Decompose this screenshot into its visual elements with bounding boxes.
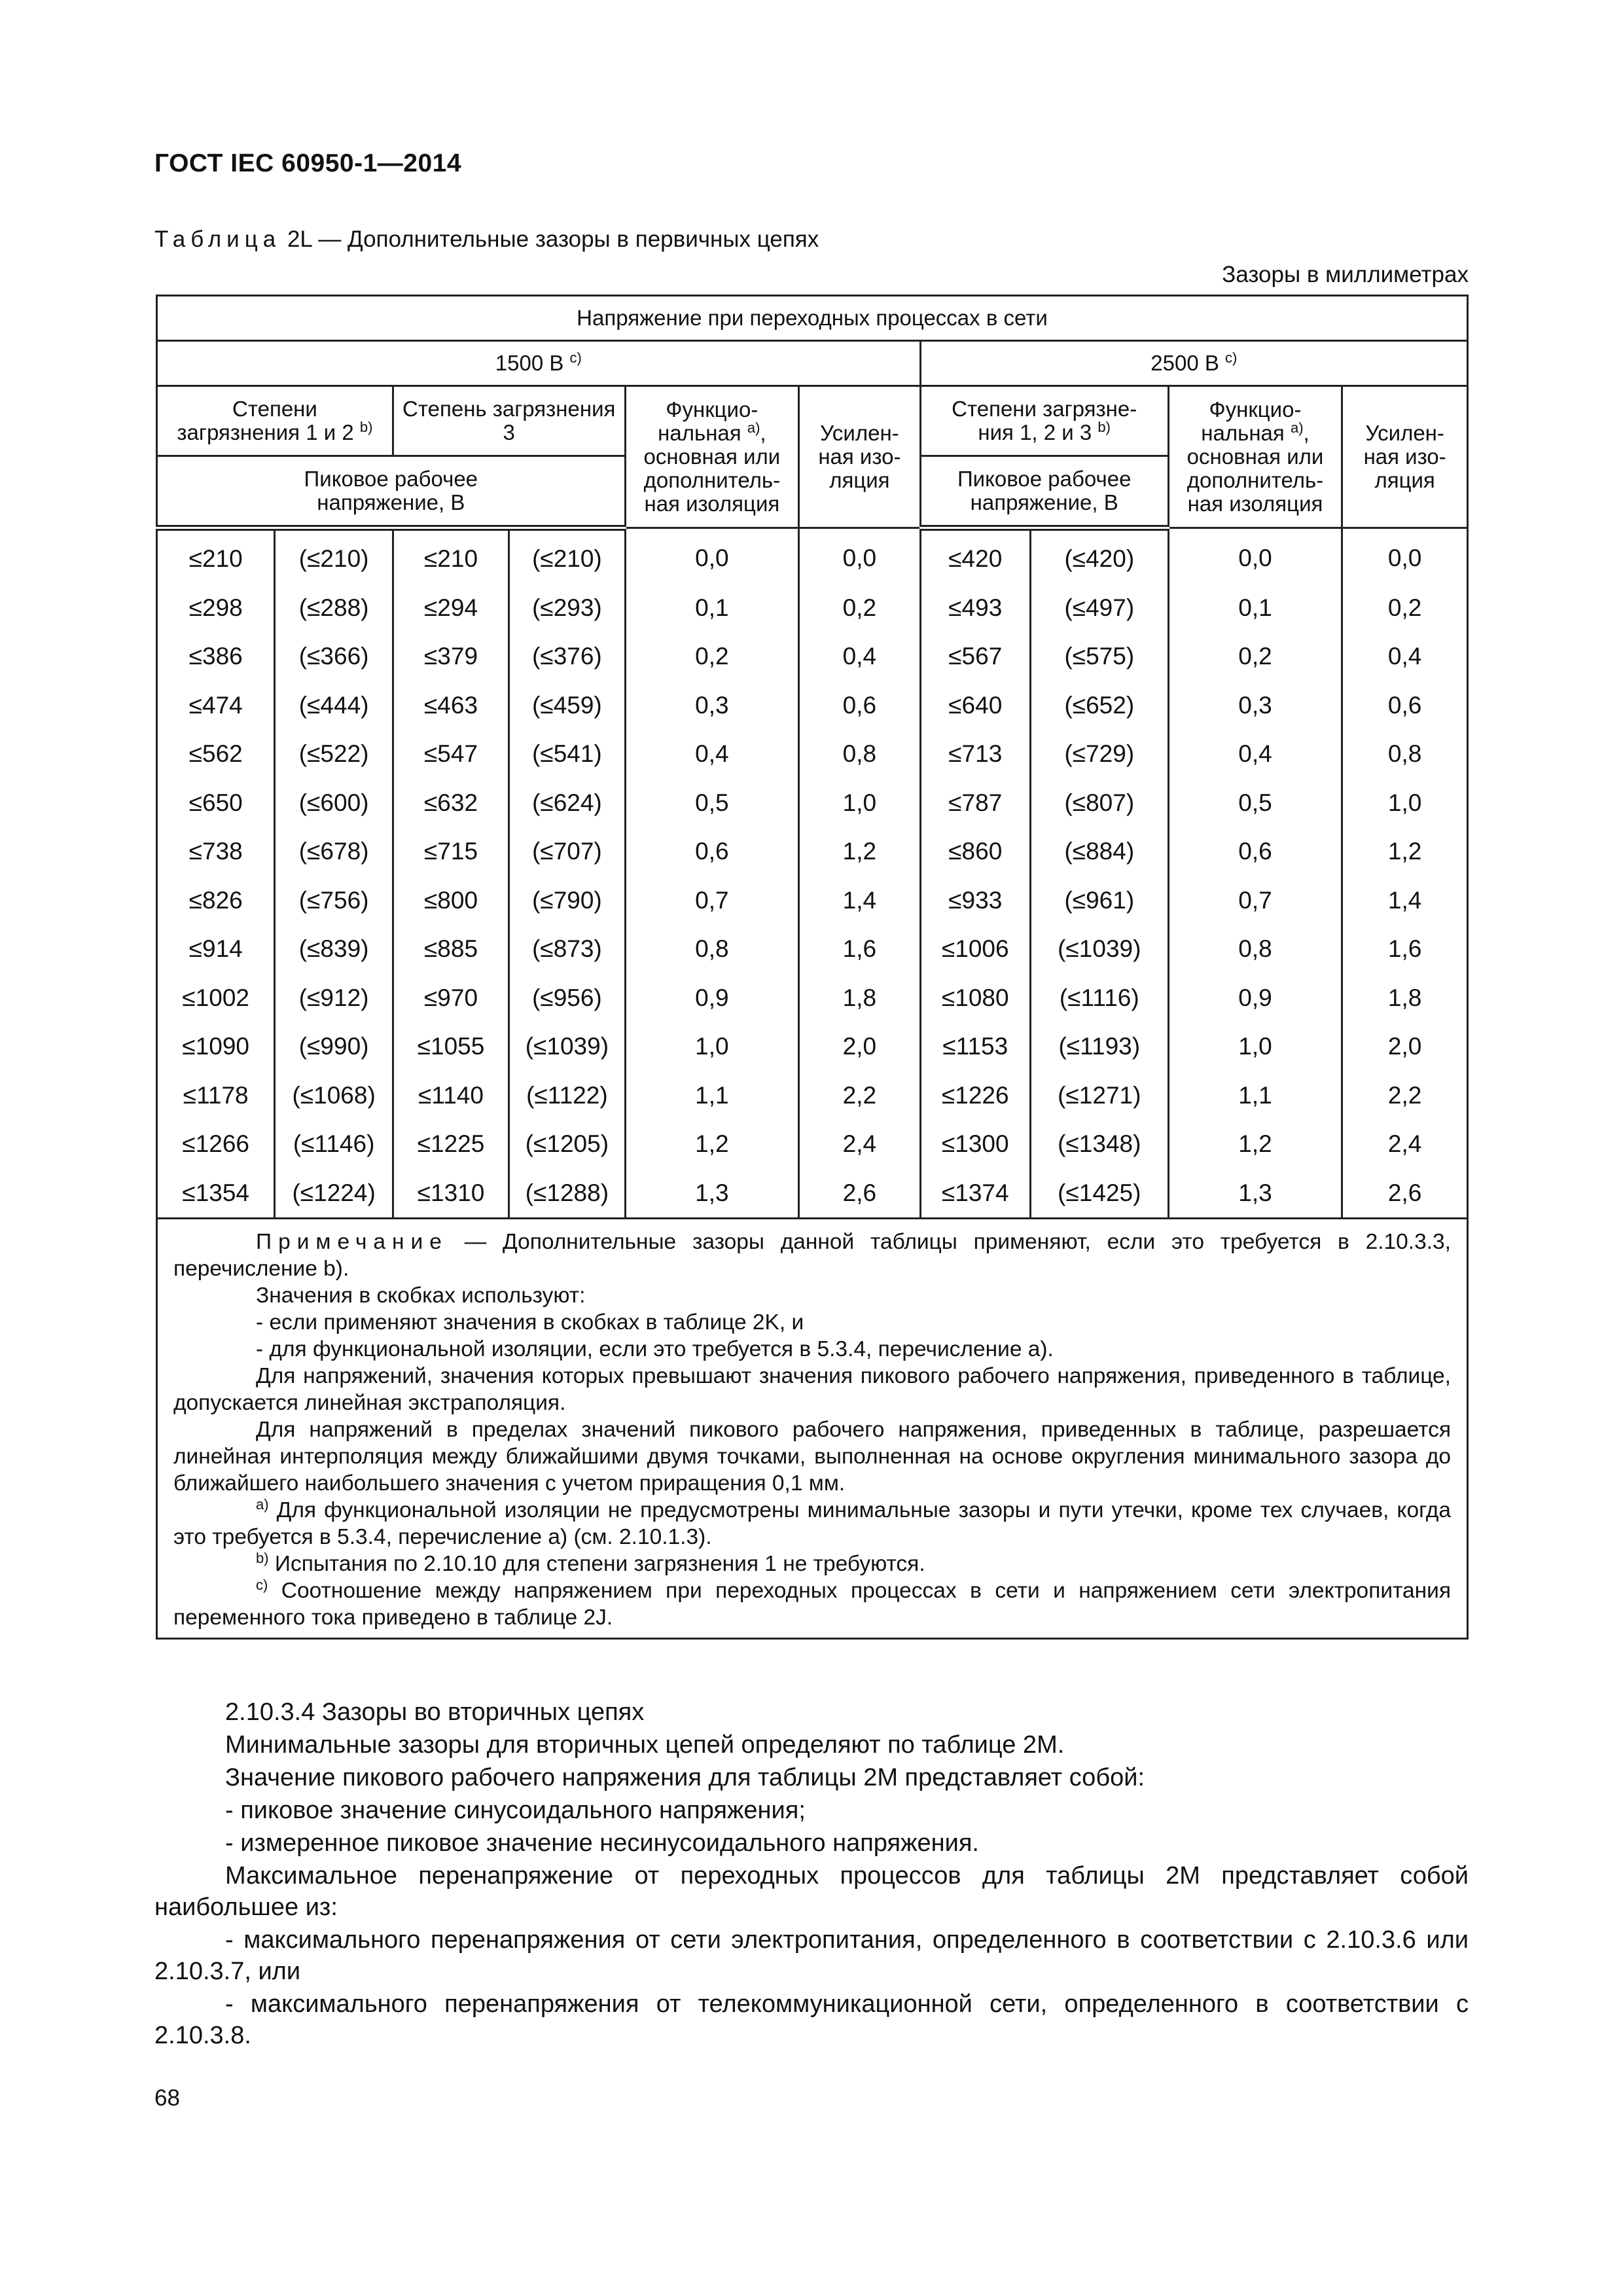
table-cell: ≤1354 (157, 1169, 275, 1219)
table-cell: 1,3 (625, 1169, 799, 1219)
table-cell: (≤459) (509, 681, 625, 730)
table-cell: ≤210 (157, 528, 275, 584)
table-cell: (≤1039) (509, 1022, 625, 1071)
table-cell: ≤298 (157, 584, 275, 633)
table-cell: ≤1080 (920, 974, 1030, 1023)
table-row (157, 974, 1468, 1023)
body-list-item: - максимального перенапряжения от сети электропитания, определенного в соответствии с 2.10.3.6 или 2.10.3.7, или (154, 1926, 1469, 1985)
table-cell: (≤1122) (509, 1071, 625, 1121)
table-cell: ≤800 (393, 876, 508, 925)
table-cell: (≤376) (509, 632, 625, 681)
table-cell: ≤1055 (393, 1022, 508, 1071)
table-header (157, 296, 1468, 528)
table-row (157, 1022, 1468, 1071)
table-row (157, 779, 1468, 828)
table-cell: 0,0 (1168, 528, 1342, 584)
table-cell: (≤600) (275, 779, 393, 828)
table-cell: ≤1266 (157, 1120, 275, 1169)
table-cell: (≤707) (509, 827, 625, 876)
table-cell: ≤715 (393, 827, 508, 876)
table-cell: 1,1 (625, 1071, 799, 1121)
body-paragraph: Минимальные зазоры для вторичных цепей определяют по таблице 2М. (225, 1731, 1065, 1759)
table-cell: ≤1090 (157, 1022, 275, 1071)
table-row (157, 584, 1468, 633)
table-cell: (≤624) (509, 779, 625, 828)
header-pollution-3: Степень загрязнения 3 (393, 386, 625, 456)
header-peak-voltage-2500: Пиковое рабочее напряжение, В (920, 456, 1168, 528)
table-cell: 0,5 (1168, 779, 1342, 828)
table-cell: 0,0 (625, 528, 799, 584)
note-paragraph: Значения в скобках используют: (256, 1283, 586, 1308)
table-cell: (≤956) (509, 974, 625, 1023)
table-cell: ≤1300 (920, 1120, 1030, 1169)
table-cell: 0,6 (799, 681, 920, 730)
table-cell: (≤1271) (1030, 1071, 1168, 1121)
table-note (157, 1219, 1468, 1639)
table-cell: 0,2 (625, 632, 799, 681)
table-row (157, 925, 1468, 974)
table-cell: 0,6 (1168, 827, 1342, 876)
table-cell: ≤1225 (393, 1120, 508, 1169)
table-cell: ≤860 (920, 827, 1030, 876)
table-cell: 0,7 (1168, 876, 1342, 925)
table-row (157, 632, 1468, 681)
table-cell: (≤210) (275, 528, 393, 584)
table-cell: 1,2 (1168, 1120, 1342, 1169)
table-cell: ≤386 (157, 632, 275, 681)
body-text (154, 1696, 1469, 2053)
table-cell: 0,6 (1342, 681, 1468, 730)
table-cell: ≤1006 (920, 925, 1030, 974)
table-cell: ≤914 (157, 925, 275, 974)
header-group-1500: 1500 В $^{c)}$ (157, 341, 921, 386)
table-cell: 1,6 (799, 925, 920, 974)
table-row (157, 1071, 1468, 1121)
table-cell: 0,3 (1168, 681, 1342, 730)
table-cell: (≤790) (509, 876, 625, 925)
note-list-item: - для функциональной изоляции, если это требуется в 5.3.4, перечисление а). (256, 1337, 1054, 1361)
table-cell: (≤1288) (509, 1169, 625, 1219)
table-cell: 0,9 (1168, 974, 1342, 1023)
table-cell: (≤839) (275, 925, 393, 974)
table-cell: (≤522) (275, 730, 393, 779)
table-cell: ≤933 (920, 876, 1030, 925)
table-cell: 2,0 (799, 1022, 920, 1071)
body-list-item: - измеренное пиковое значение несинусоидального напряжения. (225, 1829, 979, 1857)
table-cell: 0,8 (625, 925, 799, 974)
table-cell: ≤640 (920, 681, 1030, 730)
table-cell: 0,2 (799, 584, 920, 633)
table-cell: (≤541) (509, 730, 625, 779)
table-cell: 0,4 (799, 632, 920, 681)
header-reinforced-2500: Усилен- ная изо- ляция (1342, 386, 1468, 528)
table-row (157, 681, 1468, 730)
table-caption (154, 226, 819, 253)
table-cell: (≤1224) (275, 1169, 393, 1219)
table-cell: 1,0 (625, 1022, 799, 1071)
table-cell: (≤1193) (1030, 1022, 1168, 1071)
table-cell: 1,4 (799, 876, 920, 925)
table-cell: ≤294 (393, 584, 508, 633)
table-cell: ≤1374 (920, 1169, 1030, 1219)
table-cell: ≤1002 (157, 974, 275, 1023)
body-paragraph: Значение пикового рабочего напряжения для таблицы 2М представляет собой: (225, 1764, 1145, 1791)
table-cell: (≤1068) (275, 1071, 393, 1121)
table-cell: 0,4 (1168, 730, 1342, 779)
table-caption-text: 2L — Дополнительные зазоры в первичных цепях (287, 226, 819, 252)
header-transient-voltage: Напряжение при переходных процессах в сети (157, 296, 1468, 341)
table-cell: 1,0 (1168, 1022, 1342, 1071)
table-cell: ≤1178 (157, 1071, 275, 1121)
table-cell: (≤1146) (275, 1120, 393, 1169)
table-cell: 0,2 (1168, 632, 1342, 681)
note-paragraph: Примечание — Дополнительные зазоры данной таблицы применяют, если это требуется в 2.10.3.3, перечисление b). (173, 1230, 1451, 1281)
body-list-item: - максимального перенапряжения от телекоммуникационной сети, определенного в соответствии с 2.10.3.8. (154, 1990, 1469, 2049)
table-cell: (≤873) (509, 925, 625, 974)
table-cell: 0,5 (625, 779, 799, 828)
table-cell: 1,0 (799, 779, 920, 828)
note-list-item: - если применяют значения в скобках в таблице 2K, и (256, 1310, 804, 1335)
table-cell: 0,8 (1168, 925, 1342, 974)
table-cell: ≤493 (920, 584, 1030, 633)
table-cell: 0,3 (625, 681, 799, 730)
table-cell: (≤1205) (509, 1120, 625, 1169)
footnote-c: $^{c)}$ Соотношение между напряжением при переходных процессах в сети и напряжением сети электропитания переменного тока приведено в таблице 2J. (173, 1577, 1451, 1630)
table-cell: 0,8 (1342, 730, 1468, 779)
table-cell: (≤729) (1030, 730, 1168, 779)
table-row (157, 876, 1468, 925)
table-cell: ≤420 (920, 528, 1030, 584)
table-cell: 2,2 (1342, 1071, 1468, 1121)
table-cell: ≤1310 (393, 1169, 508, 1219)
table-cell: (≤575) (1030, 632, 1168, 681)
table-cell: 0,1 (1168, 584, 1342, 633)
clearances-table (156, 295, 1469, 1640)
table-row (157, 1169, 1468, 1219)
table-cell: ≤562 (157, 730, 275, 779)
table-body (157, 528, 1468, 1219)
table-caption-label: Таблица (154, 226, 281, 252)
table-cell: 1,2 (1342, 827, 1468, 876)
table-cell: (≤756) (275, 876, 393, 925)
table-cell: (≤497) (1030, 584, 1168, 633)
table-row (157, 827, 1468, 876)
table-cell: (≤961) (1030, 876, 1168, 925)
table-cell: 2,4 (1342, 1120, 1468, 1169)
table-cell: ≤885 (393, 925, 508, 974)
table-cell: 1,2 (625, 1120, 799, 1169)
table-cell: ≤650 (157, 779, 275, 828)
table-cell: ≤474 (157, 681, 275, 730)
table-cell: 1,1 (1168, 1071, 1342, 1121)
table-cell: ≤826 (157, 876, 275, 925)
table-cell: 0,0 (1342, 528, 1468, 584)
table-cell: (≤366) (275, 632, 393, 681)
table-cell: 1,8 (799, 974, 920, 1023)
header-peak-voltage-1500: Пиковое рабочее напряжение, В (157, 456, 626, 528)
table-cell: 1,6 (1342, 925, 1468, 974)
table-cell: ≤547 (393, 730, 508, 779)
table-row (157, 730, 1468, 779)
table-cell: ≤210 (393, 528, 508, 584)
table-cell: ≤713 (920, 730, 1030, 779)
table-cell: (≤884) (1030, 827, 1168, 876)
header-pollution-1-2-3: Степени загрязне- ния 1, 2 и 3 $^{b)}$ (920, 386, 1168, 456)
table-cell: ≤787 (920, 779, 1030, 828)
table-cell: 2,4 (799, 1120, 920, 1169)
table-cell: (≤288) (275, 584, 393, 633)
table-cell: 1,8 (1342, 974, 1468, 1023)
table-cell: 0,8 (799, 730, 920, 779)
section-heading: 2.10.3.4 Зазоры во вторичных цепях (225, 1698, 645, 1726)
table-cell: 0,1 (625, 584, 799, 633)
table-cell: (≤293) (509, 584, 625, 633)
footnote-a: $^{a)}$ Для функциональной изоляции не предусмотрены минимальные зазоры и пути утечки, кроме тех случаев, когда это требуется в 5.3.4, перечисление а) (см. 2.10.1.3). (173, 1496, 1451, 1549)
table-cell: 0,9 (625, 974, 799, 1023)
table-cell: (≤807) (1030, 779, 1168, 828)
header-group-2500: 2500 В $^{c)}$ (920, 341, 1467, 386)
table-cell: 1,3 (1168, 1169, 1342, 1219)
table-cell: (≤1116) (1030, 974, 1168, 1023)
note-paragraph: Для напряжений в пределах значений пикового рабочего напряжения, приведенных в таблице, разрешается линейная интерполяция между ближайшими двумя точками, выполненная на основе округления минимального зазора до ближайшего наибольшего значения с учетом приращения 0,1 мм. (173, 1418, 1451, 1496)
table-cell: (≤678) (275, 827, 393, 876)
table-cell: ≤463 (393, 681, 508, 730)
table-cell: 2,2 (799, 1071, 920, 1121)
page-number: 68 (154, 2085, 180, 2111)
table-cell: 1,0 (1342, 779, 1468, 828)
table-cell: 0,0 (799, 528, 920, 584)
table-cell: ≤1153 (920, 1022, 1030, 1071)
body-list-item: - пиковое значение синусоидального напряжения; (225, 1797, 806, 1824)
table-cell: ≤379 (393, 632, 508, 681)
table-cell: 2,0 (1342, 1022, 1468, 1071)
table-cell: (≤1425) (1030, 1169, 1168, 1219)
table-cell: (≤1348) (1030, 1120, 1168, 1169)
table-cell: ≤567 (920, 632, 1030, 681)
table-cell: ≤1226 (920, 1071, 1030, 1121)
table-cell: (≤210) (509, 528, 625, 584)
table-cell: 0,7 (625, 876, 799, 925)
table-row (157, 1120, 1468, 1169)
note-paragraph: Для напряжений, значения которых превышают значения пикового рабочего напряжения, приведенного в таблице, допускается линейная экстраполяция. (173, 1364, 1451, 1415)
table-cell: 2,6 (799, 1169, 920, 1219)
table-cell: (≤912) (275, 974, 393, 1023)
body-paragraph: Максимальное перенапряжение от переходных процессов для таблицы 2М представляет собой наибольшее из: (154, 1862, 1469, 1921)
table-cell: (≤652) (1030, 681, 1168, 730)
table-cell: ≤632 (393, 779, 508, 828)
table-cell: (≤990) (275, 1022, 393, 1071)
table-row (157, 528, 1468, 584)
table-cell: ≤738 (157, 827, 275, 876)
table-cell: ≤1140 (393, 1071, 508, 1121)
table-cell: 1,2 (799, 827, 920, 876)
table-cell: 1,4 (1342, 876, 1468, 925)
footnote-b: $^{b)}$ Испытания по 2.10.10 для степени загрязнения 1 не требуются. (256, 1550, 925, 1576)
table-cell: ≤970 (393, 974, 508, 1023)
table-cell: (≤420) (1030, 528, 1168, 584)
header-pollution-1-2: Степени загрязнения 1 и 2 $^{b)}$ (157, 386, 393, 456)
table-cell: 0,4 (1342, 632, 1468, 681)
document-header: ГОСТ IEC 60950-1—2014 (154, 149, 462, 177)
table-cell: (≤444) (275, 681, 393, 730)
header-functional-2500: Функцио- нальная $^{a)}$, основная или дополнитель- ная изоляция (1168, 386, 1342, 528)
table-cell: 2,6 (1342, 1169, 1468, 1219)
header-reinforced-1500: Усилен- ная изо- ляция (799, 386, 920, 528)
table-cell: 0,2 (1342, 584, 1468, 633)
table-cell: 0,4 (625, 730, 799, 779)
table-cell: (≤1039) (1030, 925, 1168, 974)
header-functional-1500: Функцио- нальная $^{a)}$, основная или дополнитель- ная изоляция (625, 386, 799, 528)
table-units: Зазоры в миллиметрах (1222, 262, 1469, 287)
table-cell: 0,6 (625, 827, 799, 876)
